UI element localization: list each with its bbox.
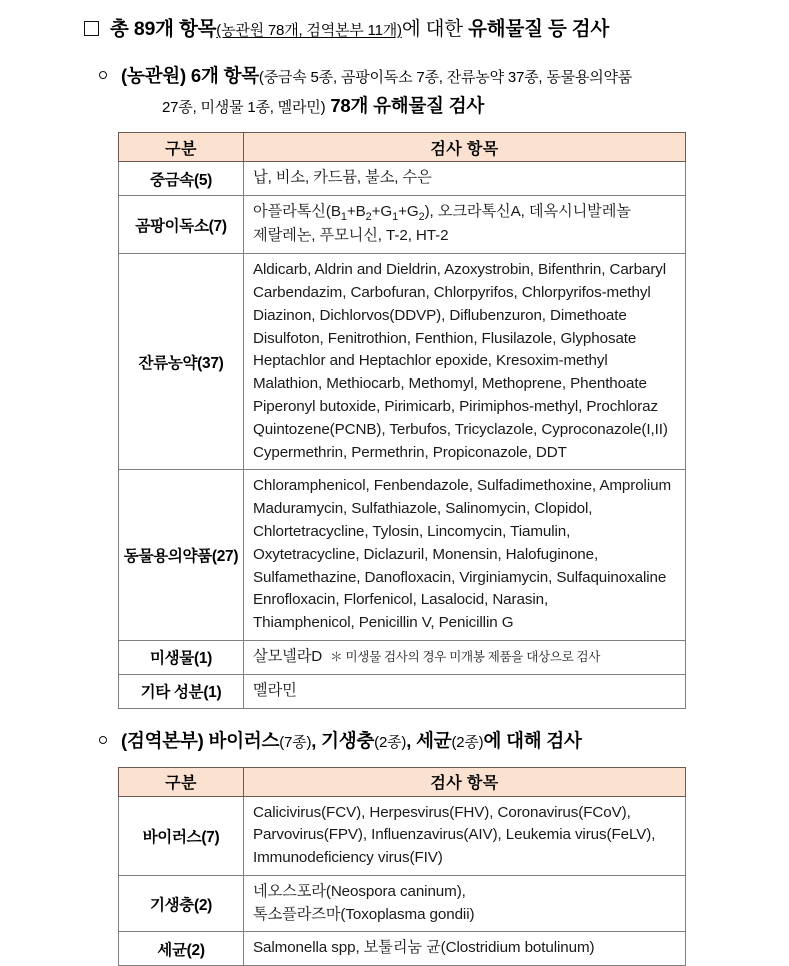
item-line: Enrofloxacin, Florfenicol, Lasalocid, Narasin, <box>253 589 685 612</box>
section2-suffix: 검사 <box>546 730 581 751</box>
table2-header-category: 구분 <box>119 767 244 796</box>
row-category-cell: 세균(2) <box>119 932 244 966</box>
row-category-cell: 기생충(2) <box>119 875 244 932</box>
table1-wrapper <box>0 121 789 708</box>
heading-middle: 에 대한 <box>402 18 468 40</box>
item-line: Maduramycin, Sulfathiazole, Salinomycin, Clopidol, <box>253 498 685 521</box>
row-items-cell <box>244 195 686 253</box>
table1-header-items: 검사 항목 <box>244 133 686 162</box>
section1-paren-line2: 27종, 미생물 1종, 멜라민) <box>162 99 325 116</box>
item-line: Heptachlor and Heptachlor epoxide, Kresoxim-methyl <box>253 350 685 373</box>
table-row <box>119 195 686 253</box>
item-line: Parvovirus(FPV), Influenzavirus(AIV), Leukemia virus(FeLV), <box>253 824 685 847</box>
section1-bullet-text <box>121 61 632 121</box>
table-row <box>119 470 686 641</box>
item-line: Immunodeficiency virus(FIV) <box>253 847 685 870</box>
item-line: Diazinon, Dichlorvos(DDVP), Diflubenzuron, Dimethoate <box>253 305 685 328</box>
item-line: 살모넬라D ＊ 미생물 검사의 경우 미개봉 제품을 대상으로 검사 <box>253 646 685 669</box>
item-line: 톡소플라즈마(Toxoplasma gondii) <box>253 904 685 927</box>
item-line: Disulfoton, Fenitrothion, Fenthion, Flusilazole, Glyphosate <box>253 328 685 351</box>
row-items-cell <box>244 162 686 196</box>
item-line: Calicivirus(FCV), Herpesvirus(FHV), Coronavirus(FCoV), <box>253 802 685 825</box>
item-line: Oxytetracycline, Diclazuril, Monensin, Halofuginone, <box>253 544 685 567</box>
table-row <box>119 254 686 470</box>
section1-paren-line1: (중금속 5종, 곰팡이독소 7종, 잔류농약 37종, 동물용의약품 <box>259 69 632 86</box>
section2-bullet-line <box>0 709 789 756</box>
section2-bullet-text <box>121 726 582 756</box>
row-category-cell: 바이러스(7) <box>119 796 244 875</box>
section2-agency: (검역본부) <box>121 730 209 751</box>
item-line: Chloramphenicol, Fenbendazole, Sulfadimethoxine, Amprolium <box>253 475 685 498</box>
row-items-cell <box>244 640 686 674</box>
row-category-cell: 중금속(5) <box>119 162 244 196</box>
table-row <box>119 640 686 674</box>
item-line: Sulfamethazine, Danofloxacin, Virginiamycin, Sulfaquinoxaline <box>253 567 685 590</box>
table2-body <box>119 796 686 966</box>
circle-bullet-icon-2 <box>99 736 107 744</box>
item-line: Carbendazim, Carbofuran, Chlorpyrifos, Chlorpyrifos-methyl <box>253 282 685 305</box>
inspection-items-table-2 <box>118 767 686 966</box>
section1-lead: (농관원) 6개 항목 <box>121 65 259 86</box>
row-category-cell: 잔류농약(37) <box>119 254 244 470</box>
table-row <box>119 162 686 196</box>
section2-parasite-count: (2종) <box>374 734 406 751</box>
section2-middle: 에 대해 <box>483 730 546 751</box>
section2-virus-label: 바이러스 <box>209 730 280 751</box>
table1-header-category: 구분 <box>119 133 244 162</box>
checkbox-square-icon <box>84 21 99 36</box>
item-line: Chlortetracycline, Tylosin, Lincomycin, Tiamulin, <box>253 521 685 544</box>
table-row <box>119 875 686 932</box>
table2-wrapper <box>0 756 789 966</box>
row-items-cell <box>244 470 686 641</box>
row-items-cell <box>244 875 686 932</box>
table2-head <box>119 767 686 796</box>
item-line: 아플라톡신$(B_1+B_2+G_1+G_2)$, 오크라톡신A, 데옥시니발레놀 <box>253 201 685 225</box>
table1-head <box>119 133 686 162</box>
table1-header-row <box>119 133 686 162</box>
section2-parasite-label: , 기생충 <box>311 730 374 751</box>
table-row <box>119 796 686 875</box>
heading-suffix: 유해물질 등 검사 <box>468 18 609 40</box>
inspection-items-table-1 <box>118 132 686 708</box>
item-line: Malathion, Methiocarb, Methomyl, Methoprene, Phenthoate <box>253 373 685 396</box>
item-line: Thiamphenicol, Penicillin V, Penicillin G <box>253 612 685 635</box>
item-line: Quintozene(PCNB), Terbufos, Tricyclazole, Cyproconazole(I,II) <box>253 419 685 442</box>
section2-bacteria-label: , 세균 <box>406 730 451 751</box>
section1-tail: 78개 유해물질 검사 <box>330 95 484 116</box>
row-footnote: ＊ 미생물 검사의 경우 미개봉 제품을 대상으로 검사 <box>330 650 600 664</box>
main-heading-line <box>0 0 789 44</box>
section1-second-line <box>121 91 632 121</box>
main-heading-text <box>110 14 609 44</box>
item-line: 네오스포라(Neospora caninum), <box>253 881 685 904</box>
item-line: Salmonella spp, 보툴리눔 균(Clostridium botulinum) <box>253 937 685 960</box>
section2-virus-count: (7종) <box>279 734 311 751</box>
circle-bullet-icon <box>99 71 107 79</box>
heading-prefix: 총 89개 항목 <box>110 18 216 40</box>
row-items-cell <box>244 796 686 875</box>
item-line: 제랄레논, 푸모니신, T-2, HT-2 <box>253 225 685 248</box>
item-line: Cypermethrin, Permethrin, Propiconazole, DDT <box>253 442 685 465</box>
table-row <box>119 932 686 966</box>
row-category-cell: 미생물(1) <box>119 640 244 674</box>
item-line: Aldicarb, Aldrin and Dieldrin, Azoxystrobin, Bifenthrin, Carbaryl <box>253 259 685 282</box>
table2-header-row <box>119 767 686 796</box>
table2-header-items: 검사 항목 <box>244 767 686 796</box>
row-items-cell <box>244 674 686 708</box>
item-line: 납, 비소, 카드뮴, 불소, 수은 <box>253 167 685 190</box>
row-items-cell <box>244 932 686 966</box>
row-items-cell <box>244 254 686 470</box>
row-category-cell: 동물용의약품(27) <box>119 470 244 641</box>
table1-body <box>119 162 686 708</box>
section2-bacteria-count: (2종) <box>451 734 483 751</box>
section1-bullet-line <box>0 44 789 121</box>
table-row <box>119 674 686 708</box>
row-category-cell: 곰팡이독소(7) <box>119 195 244 253</box>
item-line: Piperonyl butoxide, Pirimicarb, Pirimiphos-methyl, Prochloraz <box>253 396 685 419</box>
item-line: 멜라민 <box>253 680 685 703</box>
row-category-cell: 기타 성분(1) <box>119 674 244 708</box>
heading-paren: (농관원 78개, 검역본부 11개) <box>216 22 402 39</box>
